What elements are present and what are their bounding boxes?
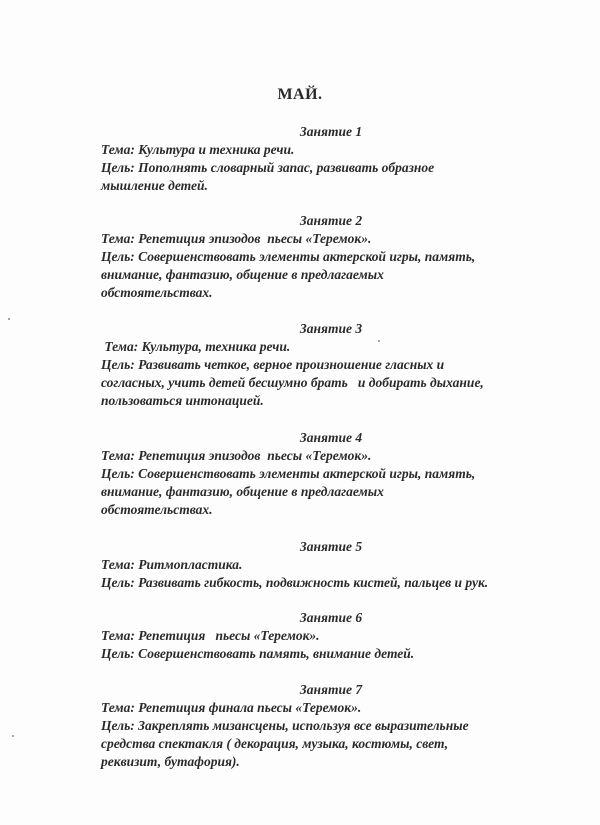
lesson-goal: Цель: Пополнять словарный запас, развивать образное	[101, 160, 435, 175]
lesson-topic: Тема: Репетиция пьесы «Теремок».	[101, 628, 320, 643]
lesson-topic: Тема: Репетиция эпизодов пьесы «Теремок».	[101, 448, 372, 463]
lesson-heading: Занятие 1	[299, 124, 363, 139]
lesson-goal-continued: внимание, фантазию, общение в предлагаемых	[101, 484, 384, 499]
lesson-topic: Тема: Культура, техника речи.	[101, 339, 291, 354]
scan-speck	[378, 340, 380, 342]
lesson-4	[101, 429, 571, 519]
lesson-goal: Цель: Закреплять мизансцены, используя все выразительные	[101, 718, 469, 733]
lesson-topic: Тема: Культура и техника речи.	[101, 142, 295, 157]
lesson-topic: Тема: Репетиция эпизодов пьесы «Теремок».	[101, 231, 372, 246]
lesson-goal-continued: пользоваться интонацией.	[101, 393, 264, 408]
lesson-heading: Занятие 2	[299, 213, 363, 228]
lesson-heading: Занятие 6	[299, 610, 363, 625]
lesson-goal: Цель: Развивать гибкость, подвижность кистей, пальцев и рук.	[101, 575, 489, 590]
lesson-goal-continued: обстоятельствах.	[101, 502, 213, 517]
lesson-heading: Занятие 7	[299, 682, 363, 697]
lesson-goal-continued: средства спектакля ( декорация, музыка, костюмы, свет,	[101, 736, 449, 751]
lesson-6	[101, 609, 571, 663]
lesson-heading: Занятие 5	[299, 539, 363, 554]
lesson-topic: Тема: Репетиция финала пьесы «Теремок».	[101, 700, 362, 715]
lesson-goal-continued: обстоятельствах.	[101, 285, 213, 300]
lesson-heading: Занятие 4	[299, 430, 363, 445]
scan-speck	[8, 318, 10, 320]
lesson-5	[101, 538, 571, 592]
lesson-heading: Занятие 3	[299, 321, 363, 336]
lesson-goal-continued: мышление детей.	[101, 178, 208, 193]
lesson-1	[101, 123, 571, 195]
lesson-goal: Цель: Совершенствовать элементы актерской игры, память,	[101, 466, 476, 481]
lesson-7	[101, 681, 571, 771]
lesson-2	[101, 212, 571, 302]
lesson-goal: Цель: Развивать четкое, верное произношение гласных и	[101, 357, 445, 372]
lesson-topic: Тема: Ритмопластика.	[101, 557, 243, 572]
lesson-goal-continued: внимание, фантазию, общение в предлагаемых	[101, 267, 384, 282]
lesson-3	[101, 320, 571, 410]
lesson-goal: Цель: Совершенствовать память, внимание детей.	[101, 646, 415, 661]
lesson-goal-continued: реквизит, бутафория).	[101, 754, 240, 769]
scan-speck	[12, 735, 14, 737]
lesson-goal-continued: согласных, учить детей бесшумно брать и добирать дыхание,	[101, 375, 484, 390]
page-title: МАЙ.	[277, 86, 323, 103]
lesson-goal: Цель: Совершенствовать элементы актерской игры, память,	[101, 249, 476, 264]
